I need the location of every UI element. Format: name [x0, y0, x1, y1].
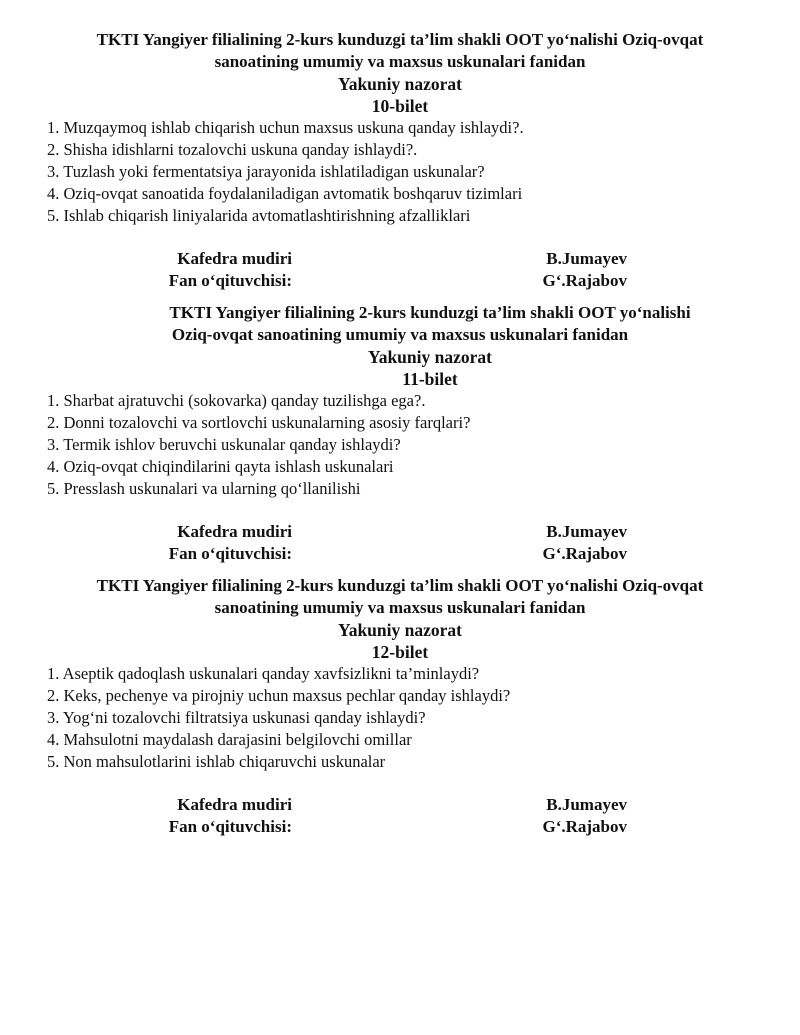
- ticket-number: 12-bilet: [371, 642, 429, 662]
- teacher-name: G‘.Rajabov: [542, 817, 627, 836]
- exam-title: Yakuniy nazorat: [338, 74, 462, 94]
- question-list: [0, 390, 800, 500]
- question-item: 3. Termik ishlov beruvchi uskunalar qanday ishlaydi?: [47, 435, 401, 454]
- ticket-number: 10-bilet: [371, 96, 429, 116]
- heading-line-2: Oziq-ovqat sanoatining umumiy va maxsus uskunalari fanidan: [171, 325, 629, 344]
- signature-row-teacher: [0, 816, 800, 838]
- question-item: 4. Oziq-ovqat chiqindilarini qayta ishlash uskunalari: [47, 457, 394, 476]
- head-of-department-name: B.Jumayev: [546, 249, 627, 268]
- question-item: 2. Keks, pechenye va pirojniy uchun maxsus pechlar qanday ishlaydi?: [47, 686, 511, 705]
- signature-row-head: [0, 794, 800, 816]
- heading-line-2: sanoatining umumiy va maxsus uskunalari fanidan: [214, 598, 586, 617]
- head-of-department-name: B.Jumayev: [546, 522, 627, 541]
- signatures: [0, 248, 800, 292]
- question-item: 3. Yog‘ni tozalovchi filtratsiya uskunasi qanday ishlaydi?: [47, 708, 426, 727]
- question-list: [0, 117, 800, 227]
- teacher-label: Fan o‘qituvchisi:: [168, 817, 292, 836]
- question-item: 3. Tuzlash yoki fermentatsiya jarayonida ishlatiladigan uskunalar?: [47, 162, 485, 181]
- teacher-name: G‘.Rajabov: [542, 544, 627, 563]
- question-item: 1. Aseptik qadoqlash uskunalari qanday xavfsizlikni ta’minlaydi?: [47, 664, 480, 683]
- signature-row-head: [0, 248, 800, 270]
- heading-line-1: TKTI Yangiyer filialining 2-kurs kunduzgi ta’lim shakli OOT yo‘nalishi Oziq-ovqat: [96, 576, 704, 595]
- heading-line-1: TKTI Yangiyer filialining 2-kurs kunduzgi ta’lim shakli OOT yo‘nalishi Oziq-ovqat: [96, 30, 704, 49]
- question-item: 1. Muzqaymoq ishlab chiqarish uchun maxsus uskuna qanday ishlaydi?.: [47, 118, 524, 137]
- exam-title: Yakuniy nazorat: [338, 620, 462, 640]
- question-item: 4. Mahsulotni maydalash darajasini belgilovchi omillar: [47, 730, 412, 749]
- signature-row-head: [0, 521, 800, 543]
- question-item: 5. Non mahsulotlarini ishlab chiqaruvchi uskunalar: [47, 752, 386, 771]
- exam-title: Yakuniy nazorat: [368, 347, 492, 367]
- signatures: [0, 794, 800, 838]
- heading-line-1: TKTI Yangiyer filialining 2-kurs kunduzgi ta’lim shakli OOT yo‘nalishi: [169, 303, 691, 322]
- question-item: 5. Presslash uskunalari va ularning qo‘llanilishi: [47, 479, 361, 498]
- ticket-heading: [0, 29, 800, 117]
- question-item: 5. Ishlab chiqarish liniyalarida avtomatlashtirishning afzalliklari: [47, 206, 471, 225]
- question-list: [0, 663, 800, 773]
- head-of-department-name: B.Jumayev: [546, 795, 627, 814]
- ticket-heading: [0, 302, 800, 390]
- head-of-department-label: Kafedra mudiri: [177, 795, 292, 814]
- question-item: 1. Sharbat ajratuvchi (sokovarka) qanday tuzilishga ega?.: [47, 391, 426, 410]
- exam-ticket-10: [0, 29, 800, 292]
- heading-line-2: sanoatining umumiy va maxsus uskunalari fanidan: [214, 52, 586, 71]
- signature-row-teacher: [0, 543, 800, 565]
- signature-row-teacher: [0, 270, 800, 292]
- teacher-label: Fan o‘qituvchisi:: [168, 544, 292, 563]
- question-item: 4. Oziq-ovqat sanoatida foydalaniladigan avtomatik boshqaruv tizimlari: [47, 184, 523, 203]
- ticket-heading: [0, 575, 800, 663]
- teacher-label: Fan o‘qituvchisi:: [168, 271, 292, 290]
- teacher-name: G‘.Rajabov: [542, 271, 627, 290]
- head-of-department-label: Kafedra mudiri: [177, 249, 292, 268]
- exam-ticket-11: [0, 302, 800, 565]
- question-item: 2. Donni tozalovchi va sortlovchi uskunalarning asosiy farqlari?: [47, 413, 471, 432]
- ticket-number: 11-bilet: [402, 369, 458, 389]
- exam-ticket-12: [0, 575, 800, 838]
- signatures: [0, 521, 800, 565]
- head-of-department-label: Kafedra mudiri: [177, 522, 292, 541]
- question-item: 2. Shisha idishlarni tozalovchi uskuna qanday ishlaydi?.: [47, 140, 418, 159]
